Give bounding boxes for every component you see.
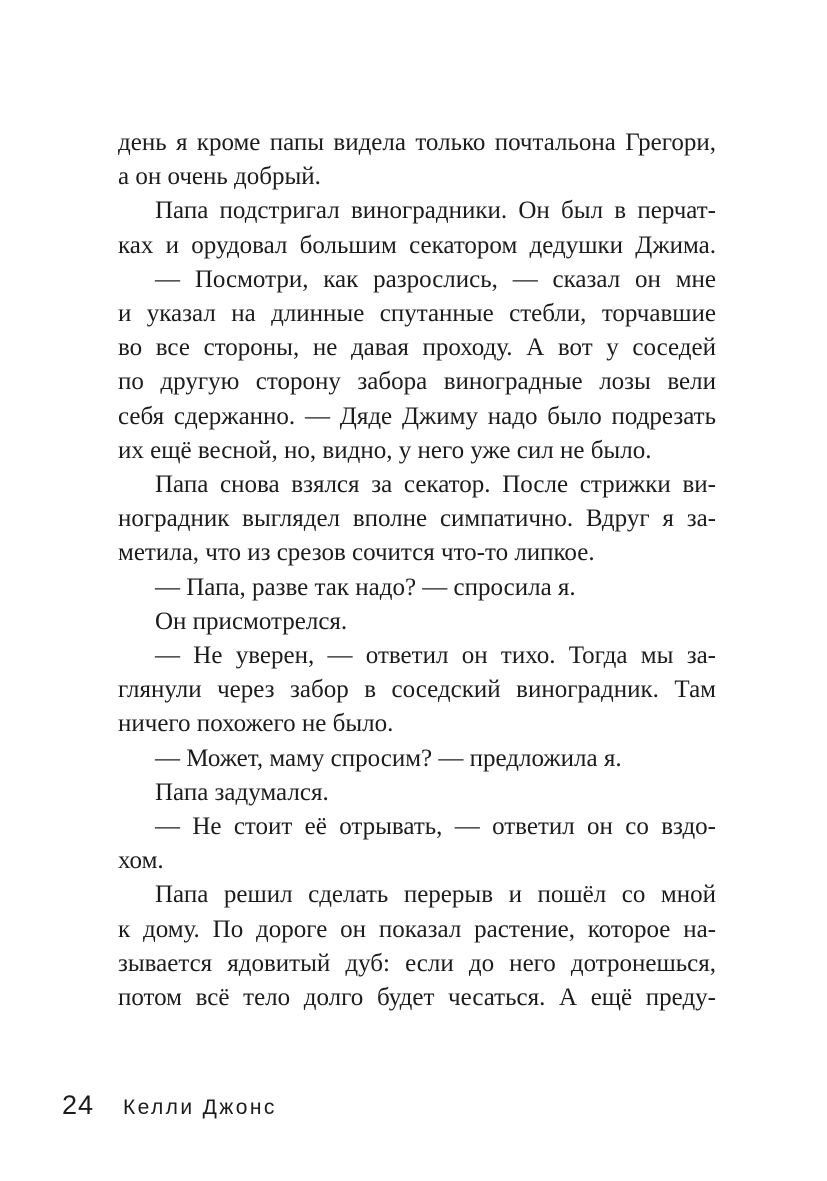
running-footer-author: Келли Джонс	[123, 1095, 277, 1119]
text-line: Папа решил сделать перерыв и пошёл со мной	[155, 881, 716, 909]
text-line: хом.	[118, 847, 164, 875]
text-line: Он присмотрелся.	[155, 607, 348, 635]
text-line: потом всё тело долго будет чесаться. А ещё преду-	[118, 984, 716, 1012]
text-line: Папа подстригал виноградники. Он был в перчат-	[155, 197, 716, 225]
text-line: Папа снова взялся за секатор. После стрижки ви-	[155, 471, 716, 499]
text-line: ках и орудовал большим секатором дедушки Джима.	[118, 231, 716, 259]
text-line: ноградник выглядел вполне симпатично. Вдруг я за-	[118, 505, 716, 533]
text-line: зывается ядовитый дуб: если до него дотронешься,	[118, 949, 716, 977]
text-line: — Может, маму спросим? — предложила я.	[155, 744, 622, 772]
text-line: Папа задумался.	[155, 778, 329, 806]
text-line: их ещё весной, но, видно, у него уже сил не было.	[118, 436, 652, 464]
text-line: метила, что из срезов сочится что-то липкое.	[118, 539, 595, 567]
text-line: к дому. По дороге он показал растение, которое на-	[118, 915, 716, 943]
text-line: ничего похожего не было.	[118, 710, 394, 738]
text-line: и указал на длинные спутанные стебли, торчавшие	[118, 300, 716, 328]
text-line: глянули через забор в соседский виноградник. Там	[118, 676, 716, 704]
text-line: день я кроме папы видела только почтальона Грегори,	[118, 129, 716, 156]
text-line: — Папа, разве так надо? — спросила я.	[155, 573, 576, 601]
page-number: 24	[62, 1090, 95, 1120]
text-line: а он очень добрый.	[118, 163, 321, 191]
text-line: во все стороны, не давая проходу. А вот у соседей	[118, 334, 716, 362]
text-line: себя сдержанно. — Дяде Джиму надо было подрезать	[118, 402, 716, 430]
page-text	[118, 126, 716, 1015]
text-line: — Посмотри, как разрослись, — сказал он мне	[155, 265, 716, 293]
text-line: — Не уверен, — ответил он тихо. Тогда мы за-	[155, 642, 716, 670]
text-line: — Не стоит её отрывать, — ответил он со вздо-	[155, 813, 716, 841]
text-line: по другую сторону забора виноградные лозы вели	[118, 368, 716, 396]
